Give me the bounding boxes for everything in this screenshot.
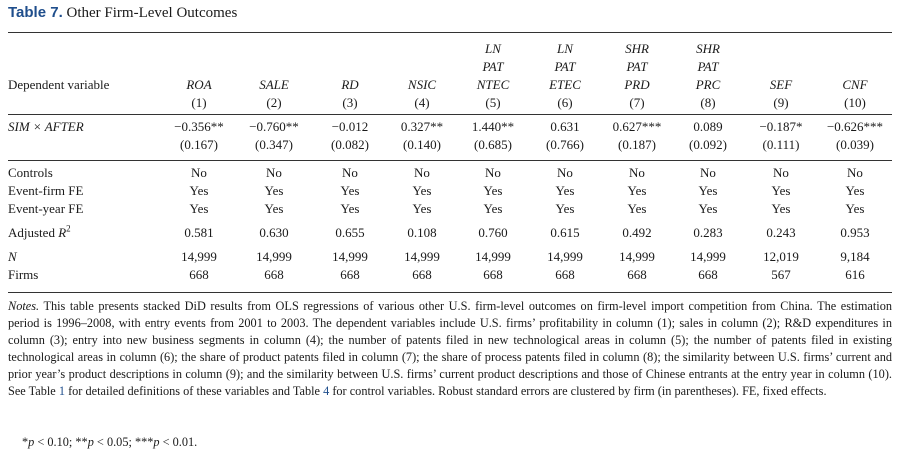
control-row [8, 164, 892, 182]
firms-value: 668 [340, 267, 360, 282]
control-value: Yes [264, 201, 284, 216]
header-name-row [8, 40, 892, 58]
sig-star-3: *** [134, 435, 154, 449]
control-value: Yes [555, 201, 575, 216]
column-header: NTEC [476, 77, 510, 92]
sig-var-2: p [87, 435, 94, 449]
control-value: Yes [264, 183, 284, 198]
table-ref-1[interactable]: 1 [58, 384, 65, 398]
column-number: (2) [266, 95, 282, 110]
column-number: (7) [629, 95, 645, 110]
spacer-cell [8, 154, 892, 164]
sig-star-2: ** [75, 435, 88, 449]
r2-value: 0.243 [766, 225, 796, 240]
column-header [164, 40, 234, 58]
column-header [744, 40, 818, 58]
column-header: PRC [695, 77, 721, 92]
firms-value: 668 [189, 267, 209, 282]
se-value: (0.187) [618, 137, 656, 152]
firms-row [8, 266, 892, 284]
column-header: CNF [842, 77, 868, 92]
se-value: (0.685) [474, 137, 512, 152]
column-header: PAT [697, 59, 719, 74]
control-value: Yes [483, 183, 503, 198]
r2-value: 0.283 [693, 225, 723, 240]
sig-star-1: * [22, 435, 29, 449]
column-header [314, 40, 386, 58]
n-value: 14,999 [332, 249, 368, 264]
column-number: (6) [557, 95, 573, 110]
column-header [818, 40, 892, 58]
table-title [8, 4, 237, 22]
significance-legend [22, 434, 197, 451]
se-row-label [8, 136, 164, 154]
se-value: (0.167) [180, 137, 218, 152]
se-value: (0.082) [331, 137, 369, 152]
control-value: No [557, 165, 573, 180]
header-label-cell [8, 58, 164, 76]
r2-label-var: R [58, 225, 67, 240]
notes-text-a: This table presents stacked DiD results from OLS regressions of various other U.S. firm-level outcomes on firm-level import competition from China. The estimation period is 1996–2008, with entry events from 2001 to 2003. The dependent variables include U.S. firms’ profitability in column (1); sales in column (2); R&D expenditures in column (3); entry into new business segments in column (4); the number of patents filed in new technological areas in column (5); the number of patents filed in existing technological areas in column (6); the share of product patents filed in column (7); the share of process patents filed in column (8); the similarity between U.S. firms’ current and prior year’s product descriptions in column (9); and the similarity between U.S. firms’ current product descriptions and those of Chinese entrants at the entry year in column (10). See Table [8, 299, 892, 398]
column-header: ROA [186, 77, 212, 92]
column-header: SALE [259, 77, 289, 92]
column-header: PAT [554, 59, 576, 74]
coef-value: −0.012 [331, 119, 369, 134]
control-value: No [629, 165, 645, 180]
column-header [234, 40, 314, 58]
control-row-label: Controls [8, 165, 53, 180]
header-label-cell [8, 94, 164, 112]
coef-value: −0.760** [249, 119, 299, 134]
r2-label-sup: 2 [66, 224, 71, 234]
notes-text-b: for detailed definitions of these variables and Table [68, 384, 320, 398]
column-number: (3) [342, 95, 358, 110]
se-value: (0.092) [689, 137, 727, 152]
r2-row [8, 224, 892, 242]
r2-value: 0.760 [478, 225, 508, 240]
table-number: Table 7. [8, 4, 63, 21]
r2-value: 0.953 [840, 225, 870, 240]
n-value: 14,999 [547, 249, 583, 264]
control-value: Yes [189, 201, 209, 216]
n-value: 9,184 [840, 249, 870, 264]
n-value: 14,999 [256, 249, 292, 264]
control-value: Yes [555, 183, 575, 198]
coef-value: 0.631 [550, 119, 580, 134]
column-header [818, 58, 892, 76]
control-row-label: Event-year FE [8, 201, 84, 216]
firms-value: 668 [412, 267, 432, 282]
control-value: Yes [412, 183, 432, 198]
r2-value: 0.630 [259, 225, 289, 240]
column-header: PAT [482, 59, 504, 74]
coef-value: 0.327** [400, 119, 444, 134]
control-value: Yes [483, 201, 503, 216]
column-number: (8) [700, 95, 716, 110]
control-value: Yes [845, 201, 865, 216]
sig-threshold-2: < 0.05; [93, 435, 135, 449]
control-value: Yes [340, 183, 360, 198]
header-name-row [8, 58, 892, 76]
column-header: LN [557, 41, 573, 56]
se-row [8, 136, 892, 154]
column-number: (10) [844, 95, 866, 110]
firms-row-label: Firms [8, 267, 39, 282]
r2-value: 0.655 [335, 225, 365, 240]
coef-value: 1.440** [471, 119, 515, 134]
column-header: SEF [769, 77, 793, 92]
n-value: 14,999 [619, 249, 655, 264]
control-value: No [485, 165, 501, 180]
coef-value: −0.626*** [826, 119, 884, 134]
notes-text-c: for control variables. Robust standard errors are clustered by firm (in parentheses). FE, fixed effects. [332, 384, 827, 398]
n-value: 14,999 [181, 249, 217, 264]
firms-value: 668 [698, 267, 718, 282]
control-value: Yes [627, 183, 647, 198]
control-value: Yes [771, 183, 791, 198]
results-table [8, 40, 892, 284]
control-value: Yes [771, 201, 791, 216]
column-header: PAT [626, 59, 648, 74]
control-value: No [342, 165, 358, 180]
header-label-cell [8, 40, 164, 58]
r2-value: 0.581 [184, 225, 214, 240]
bottom-rule [8, 292, 892, 293]
control-value: Yes [845, 183, 865, 198]
header-name-row [8, 76, 892, 94]
column-number: (4) [414, 95, 430, 110]
se-value: (0.766) [546, 137, 584, 152]
control-value: No [847, 165, 863, 180]
n-value: 14,999 [404, 249, 440, 264]
firms-value: 567 [771, 267, 791, 282]
coef-value: −0.356** [174, 119, 224, 134]
r2-value: 0.615 [550, 225, 580, 240]
se-value: (0.039) [836, 137, 874, 152]
column-header [164, 58, 234, 76]
coef-value: 0.089 [693, 119, 723, 134]
column-header [386, 58, 458, 76]
control-value: No [191, 165, 207, 180]
firms-value: 616 [845, 267, 865, 282]
table-ref-4[interactable]: 4 [323, 384, 330, 398]
se-value: (0.140) [403, 137, 441, 152]
notes-label: Notes. [8, 299, 40, 313]
control-row-label: Event-firm FE [8, 183, 84, 198]
column-header: SHR [625, 41, 649, 56]
header-label-cell: Dependent variable [8, 77, 110, 92]
se-value: (0.111) [762, 137, 800, 152]
coef-value: −0.187* [759, 119, 803, 134]
control-value: Yes [698, 183, 718, 198]
row-spacer [8, 154, 892, 164]
control-value: Yes [189, 183, 209, 198]
column-header: ETEC [549, 77, 581, 92]
control-value: No [266, 165, 282, 180]
se-value: (0.347) [255, 137, 293, 152]
coef-value: 0.627*** [612, 119, 662, 134]
column-header: PRD [624, 77, 650, 92]
firms-value: 668 [555, 267, 575, 282]
control-value: No [414, 165, 430, 180]
column-header: SHR [696, 41, 720, 56]
column-header [386, 40, 458, 58]
column-header: RD [341, 77, 359, 92]
n-row-label: N [8, 249, 17, 264]
firms-value: 668 [483, 267, 503, 282]
n-value: 14,999 [690, 249, 726, 264]
control-value: Yes [627, 201, 647, 216]
r2-value: 0.108 [407, 225, 437, 240]
n-value: 12,019 [763, 249, 799, 264]
sig-var-1: p [28, 435, 35, 449]
column-header: NSIC [407, 77, 437, 92]
n-row [8, 248, 892, 266]
control-row [8, 182, 892, 200]
r2-value: 0.492 [622, 225, 652, 240]
control-value: Yes [340, 201, 360, 216]
column-header [234, 58, 314, 76]
firms-value: 668 [264, 267, 284, 282]
top-rule [8, 32, 892, 33]
table-notes [8, 298, 892, 400]
sig-var-3: p [153, 435, 160, 449]
column-header [314, 58, 386, 76]
r2-row-label [8, 224, 164, 242]
firms-value: 668 [627, 267, 647, 282]
coef-row-label: SIM × AFTER [8, 119, 84, 134]
column-number: (9) [773, 95, 789, 110]
table-caption: Other Firm-Level Outcomes [66, 5, 238, 21]
column-header: LN [485, 41, 501, 56]
control-value: Yes [698, 201, 718, 216]
sig-threshold-1: < 0.10; [34, 435, 76, 449]
header-number-row [8, 94, 892, 112]
n-value: 14,999 [475, 249, 511, 264]
sig-threshold-3: < 0.01. [159, 435, 198, 449]
column-number: (5) [485, 95, 501, 110]
column-header [744, 58, 818, 76]
column-number: (1) [191, 95, 207, 110]
coef-row [8, 118, 892, 136]
r2-label-prefix: Adjusted [8, 225, 59, 240]
control-value: No [773, 165, 789, 180]
control-value: No [700, 165, 716, 180]
control-row [8, 200, 892, 218]
control-value: Yes [412, 201, 432, 216]
